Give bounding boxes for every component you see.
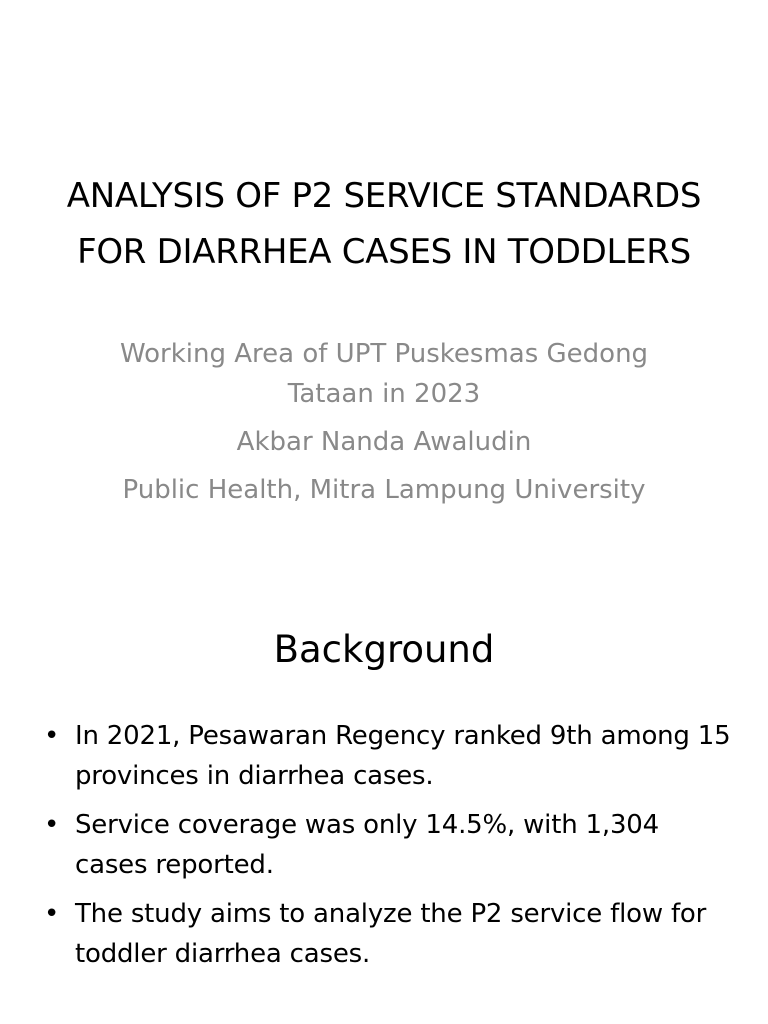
bullet-icon: • <box>44 899 60 929</box>
bullet-item <box>38 894 738 974</box>
background-heading: Background <box>273 628 495 671</box>
subtitle-location: Working Area of UPT Puskesmas Gedong Tataan in 2023 <box>119 339 649 409</box>
bullet-icon: • <box>44 721 60 751</box>
background-bullet-list <box>38 716 738 983</box>
bullet-icon: • <box>44 810 60 840</box>
bullet-text: The study aims to analyze the P2 service flow for toddler diarrhea cases. <box>75 899 707 969</box>
bullet-text: Service coverage was only 14.5%, with 1,304 cases reported. <box>75 810 659 880</box>
bullet-item <box>38 805 738 885</box>
bullet-text: In 2021, Pesawaran Regency ranked 9th among 15 provinces in diarrhea cases. <box>75 721 731 791</box>
subtitle-affiliation: Public Health, Mitra Lampung University <box>122 475 646 505</box>
subtitle-block <box>110 334 658 518</box>
slide-title: ANALYSIS OF P2 SERVICE STANDARDS FOR DIARRHEA CASES IN TODDLERS <box>66 176 702 272</box>
subtitle-author: Akbar Nanda Awaludin <box>236 427 532 457</box>
bullet-item <box>38 716 738 796</box>
